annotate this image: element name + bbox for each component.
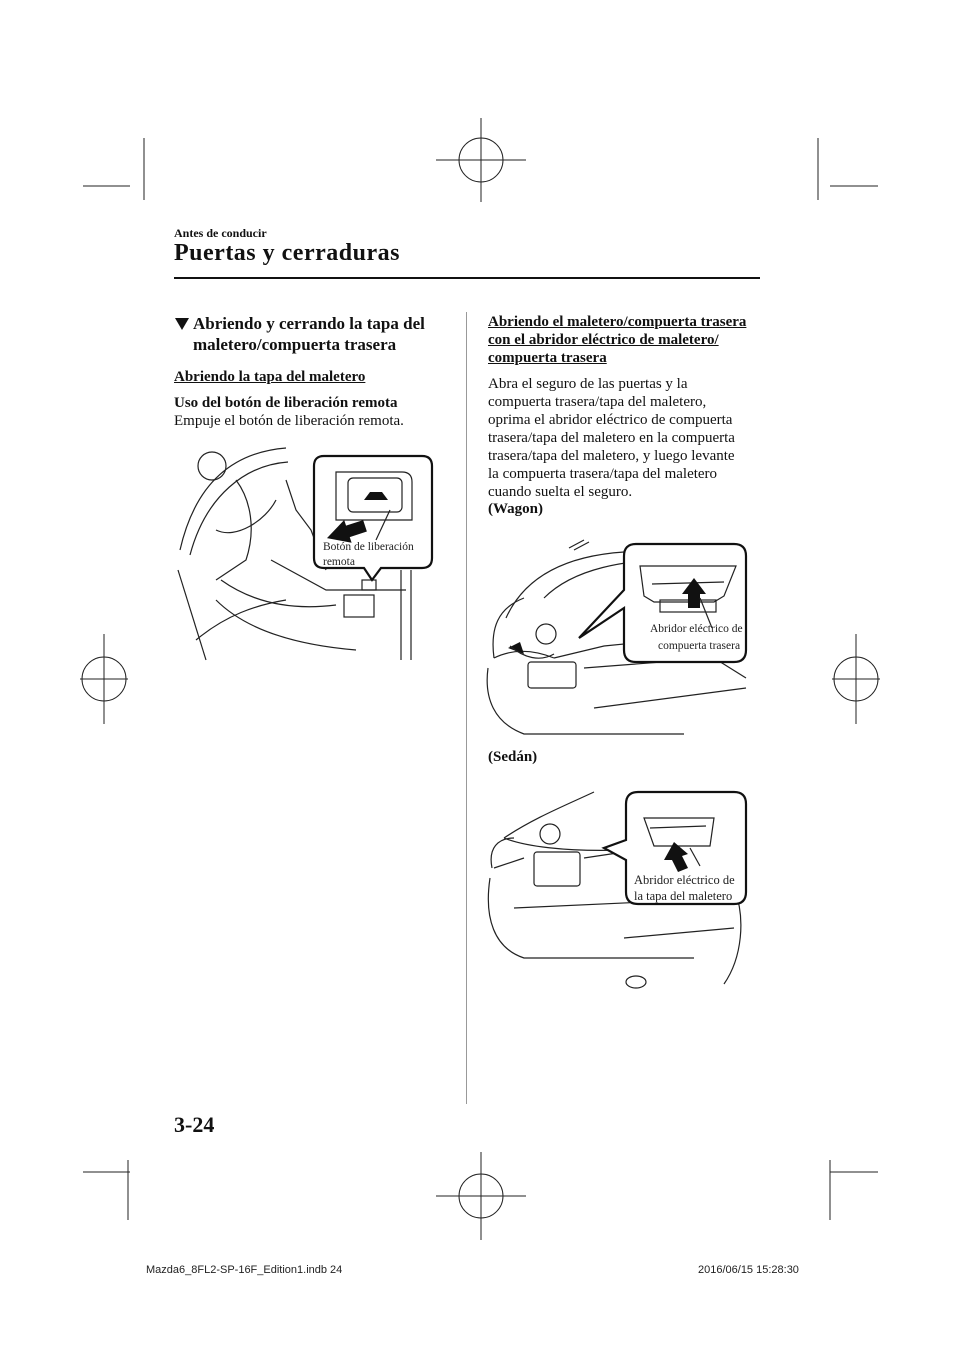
right-body-line6: la compuerta trasera/tapa del maletero bbox=[488, 466, 718, 482]
right-heading-line3: compuerta trasera bbox=[488, 350, 607, 366]
right-body-line7: cuando suelta el seguro. bbox=[488, 484, 633, 500]
right-body-line4: trasera/tapa del maletero en la compuerta bbox=[488, 430, 735, 446]
footer-file: Mazda6_8FL2-SP-16F_Edition1.indb 24 bbox=[146, 1264, 343, 1276]
sedan-callout-line2: la tapa del maletero bbox=[634, 889, 733, 903]
right-heading-line1: Abriendo el maletero/compuerta trasera bbox=[488, 314, 747, 330]
page-number: 3-24 bbox=[174, 1112, 215, 1137]
sedan-label: (Sedán) bbox=[488, 749, 538, 765]
remote-release-label-line2: remota bbox=[323, 556, 355, 568]
sedan-callout-line1: Abridor eléctrico de bbox=[634, 873, 735, 887]
left-subheading: Abriendo la tapa del maletero bbox=[174, 369, 366, 385]
triangle-bullet-icon bbox=[175, 318, 189, 330]
wagon-label: (Wagon) bbox=[488, 501, 544, 517]
footer-timestamp: 2016/06/15 15:28:30 bbox=[698, 1264, 799, 1276]
right-body-line1: Abra el seguro de las puertas y la bbox=[488, 376, 688, 392]
right-body-line2: compuerta trasera/tapa del maletero, bbox=[488, 394, 707, 410]
left-heading-line1: Abriendo y cerrando la tapa del bbox=[193, 314, 425, 333]
left-bold-label: Uso del botón de liberación remota bbox=[174, 395, 398, 411]
sedan-figure bbox=[484, 788, 750, 990]
section-small-title: Antes de conducir bbox=[174, 226, 267, 240]
wagon-callout-line2: compuerta trasera bbox=[658, 640, 741, 652]
remote-release-label-line1: Botón de liberación bbox=[323, 541, 414, 553]
right-body-line5: trasera/tapa del maletero, y luego levante bbox=[488, 448, 735, 464]
column-divider bbox=[466, 312, 467, 1104]
remote-release-figure bbox=[176, 440, 441, 662]
wagon-callout-line1: Abridor eléctrico de bbox=[650, 623, 743, 635]
left-body: Empuje el botón de liberación remota. bbox=[174, 413, 404, 429]
left-heading-line2: maletero/compuerta trasera bbox=[193, 335, 397, 354]
right-heading-line2: con el abridor eléctrico de maletero/ bbox=[488, 332, 719, 348]
header-rule bbox=[174, 277, 760, 279]
wagon-figure bbox=[484, 538, 750, 738]
section-title: Puertas y cerraduras bbox=[174, 240, 400, 266]
right-body-line3: oprima el abridor eléctrico de compuerta bbox=[488, 412, 733, 428]
